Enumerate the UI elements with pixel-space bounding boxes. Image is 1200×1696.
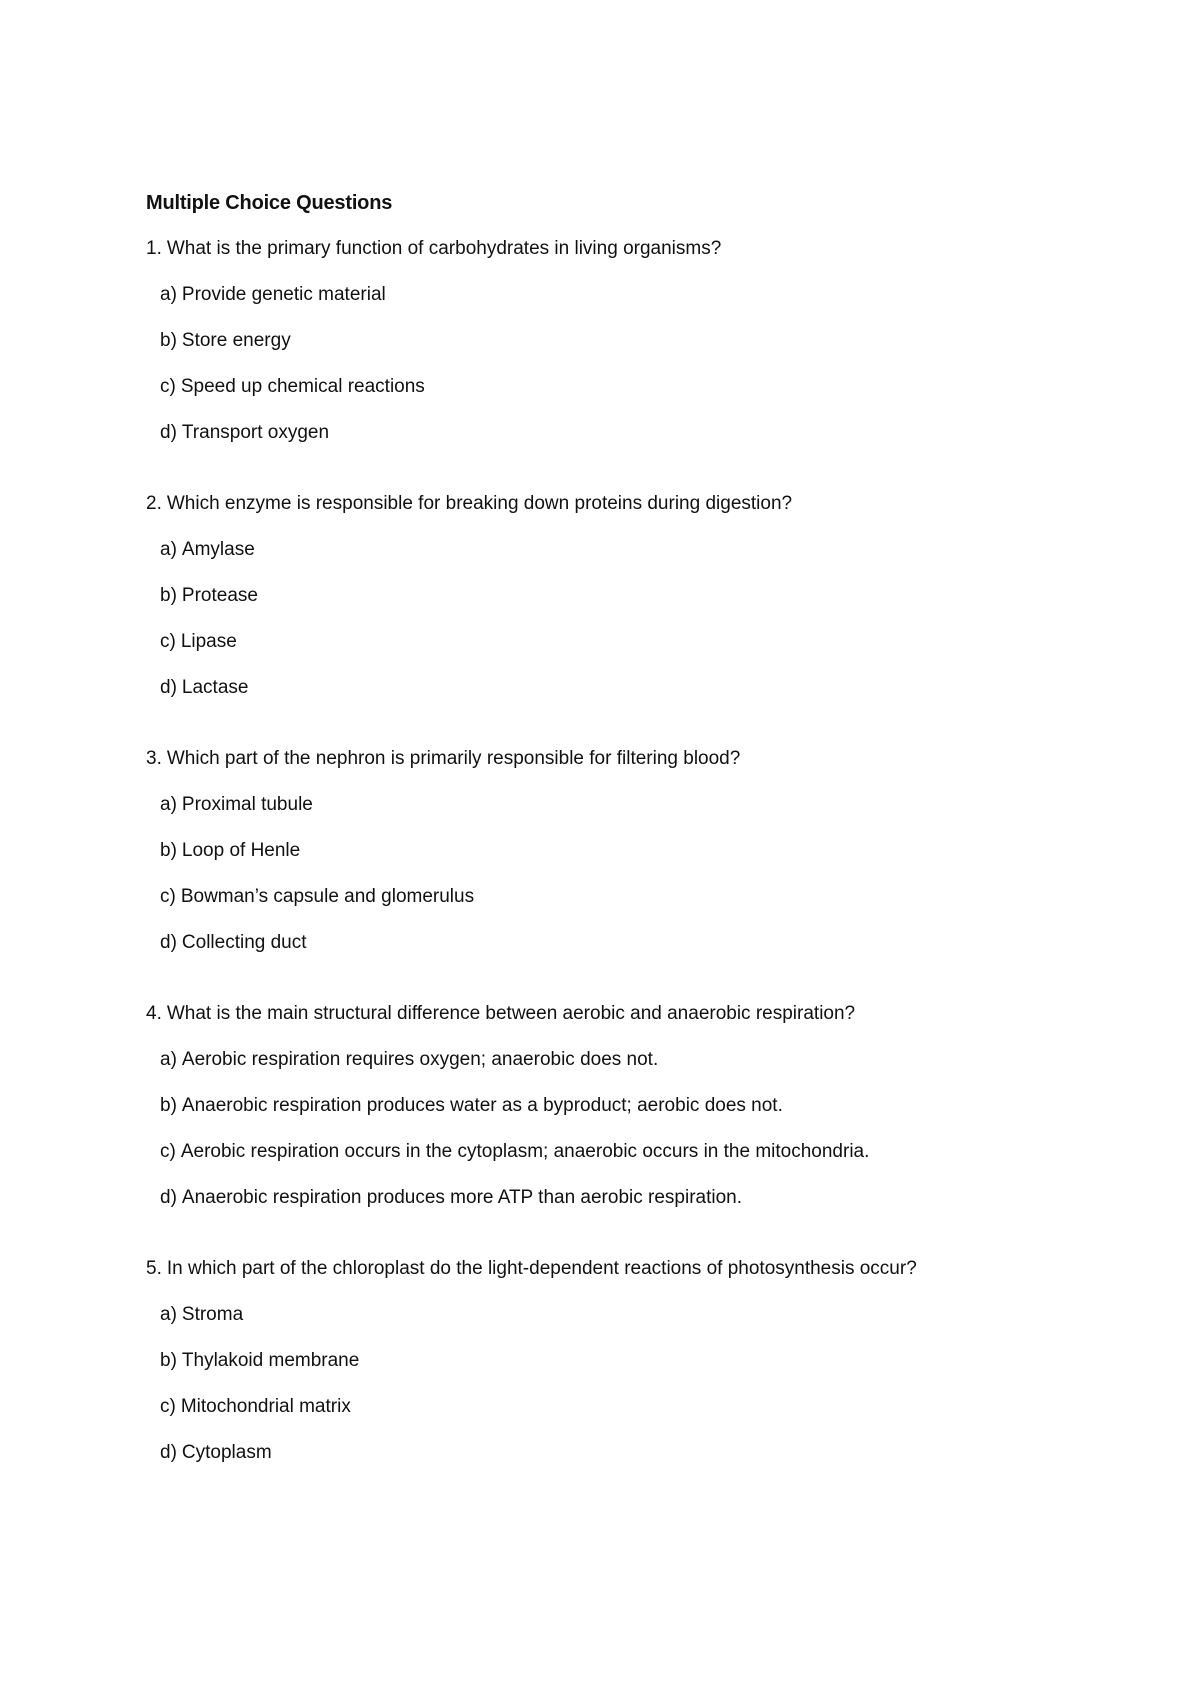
question-1 [146,236,1126,446]
option-text: Collecting duct [181,932,307,953]
option-a [160,537,1126,563]
option-text: Stroma [181,1304,244,1325]
option-b [160,328,1126,354]
question-text [146,1001,1126,1027]
question-number: 4. [146,1003,162,1024]
option-letter: b) [160,330,177,351]
option-text: Aerobic respiration occurs in the cytoplasm; anaerobic occurs in the mitochondria. [180,1141,870,1162]
option-text: Transport oxygen [181,422,330,443]
option-text: Loop of Henle [181,840,301,861]
option-letter: d) [160,422,177,443]
option-text: Anaerobic respiration produces more ATP than aerobic respiration. [181,1187,743,1208]
option-text: Speed up chemical reactions [180,376,425,397]
option-letter: b) [160,1095,177,1116]
option-text: Amylase [181,539,255,560]
option-text: Bowman’s capsule and glomerulus [180,886,475,907]
option-text: Store energy [181,330,291,351]
option-letter: b) [160,585,177,606]
question-number: 2. [146,493,162,514]
option-c [160,884,1126,910]
question-2 [146,491,1126,701]
question-text [146,746,1126,772]
option-d [160,1185,1126,1211]
question-number: 3. [146,748,162,769]
option-a [160,1047,1126,1073]
question-4 [146,1001,1126,1211]
question-number: 1. [146,238,162,259]
option-letter: c) [160,1396,176,1417]
option-letter: b) [160,840,177,861]
option-text: Cytoplasm [181,1442,272,1463]
option-a [160,1302,1126,1328]
question-5 [146,1256,1126,1466]
option-a [160,792,1126,818]
option-text: Thylakoid membrane [181,1350,360,1371]
question-prompt: What is the main structural difference between aerobic and anaerobic respiration? [166,1003,856,1024]
question-text [146,491,1126,517]
option-d [160,930,1126,956]
option-letter: b) [160,1350,177,1371]
option-text: Provide genetic material [181,284,386,305]
option-letter: d) [160,677,177,698]
question-prompt: Which enzyme is responsible for breaking down proteins during digestion? [166,493,793,514]
option-text: Mitochondrial matrix [180,1396,351,1417]
option-text: Protease [181,585,258,606]
question-3 [146,746,1126,956]
question-prompt: In which part of the chloroplast do the light-dependent reactions of photosynthesis occur? [166,1258,917,1279]
option-c [160,629,1126,655]
option-letter: c) [160,1141,176,1162]
option-c [160,374,1126,400]
option-text: Lipase [180,631,237,652]
option-b [160,838,1126,864]
question-number: 5. [146,1258,162,1279]
question-prompt: What is the primary function of carbohydrates in living organisms? [166,238,722,259]
option-c [160,1139,1126,1165]
option-b [160,1093,1126,1119]
page-title: Multiple Choice Questions [146,192,393,214]
option-letter: a) [160,1049,177,1070]
option-letter: d) [160,1187,177,1208]
option-d [160,420,1126,446]
question-text [146,1256,1126,1282]
option-letter: c) [160,886,176,907]
option-text: Proximal tubule [181,794,313,815]
option-text: Aerobic respiration requires oxygen; anaerobic does not. [181,1049,659,1070]
question-prompt: Which part of the nephron is primarily responsible for filtering blood? [166,748,741,769]
option-letter: a) [160,1304,177,1325]
option-b [160,583,1126,609]
option-letter: a) [160,794,177,815]
option-text: Lactase [181,677,249,698]
option-letter: d) [160,932,177,953]
option-letter: d) [160,1442,177,1463]
option-d [160,675,1126,701]
option-text: Anaerobic respiration produces water as a byproduct; aerobic does not. [181,1095,783,1116]
option-d [160,1440,1126,1466]
option-letter: c) [160,631,176,652]
option-letter: a) [160,284,177,305]
option-b [160,1348,1126,1374]
option-c [160,1394,1126,1420]
option-letter: c) [160,376,176,397]
question-text [146,236,1126,262]
option-a [160,282,1126,308]
option-letter: a) [160,539,177,560]
document-content [146,190,1126,1466]
